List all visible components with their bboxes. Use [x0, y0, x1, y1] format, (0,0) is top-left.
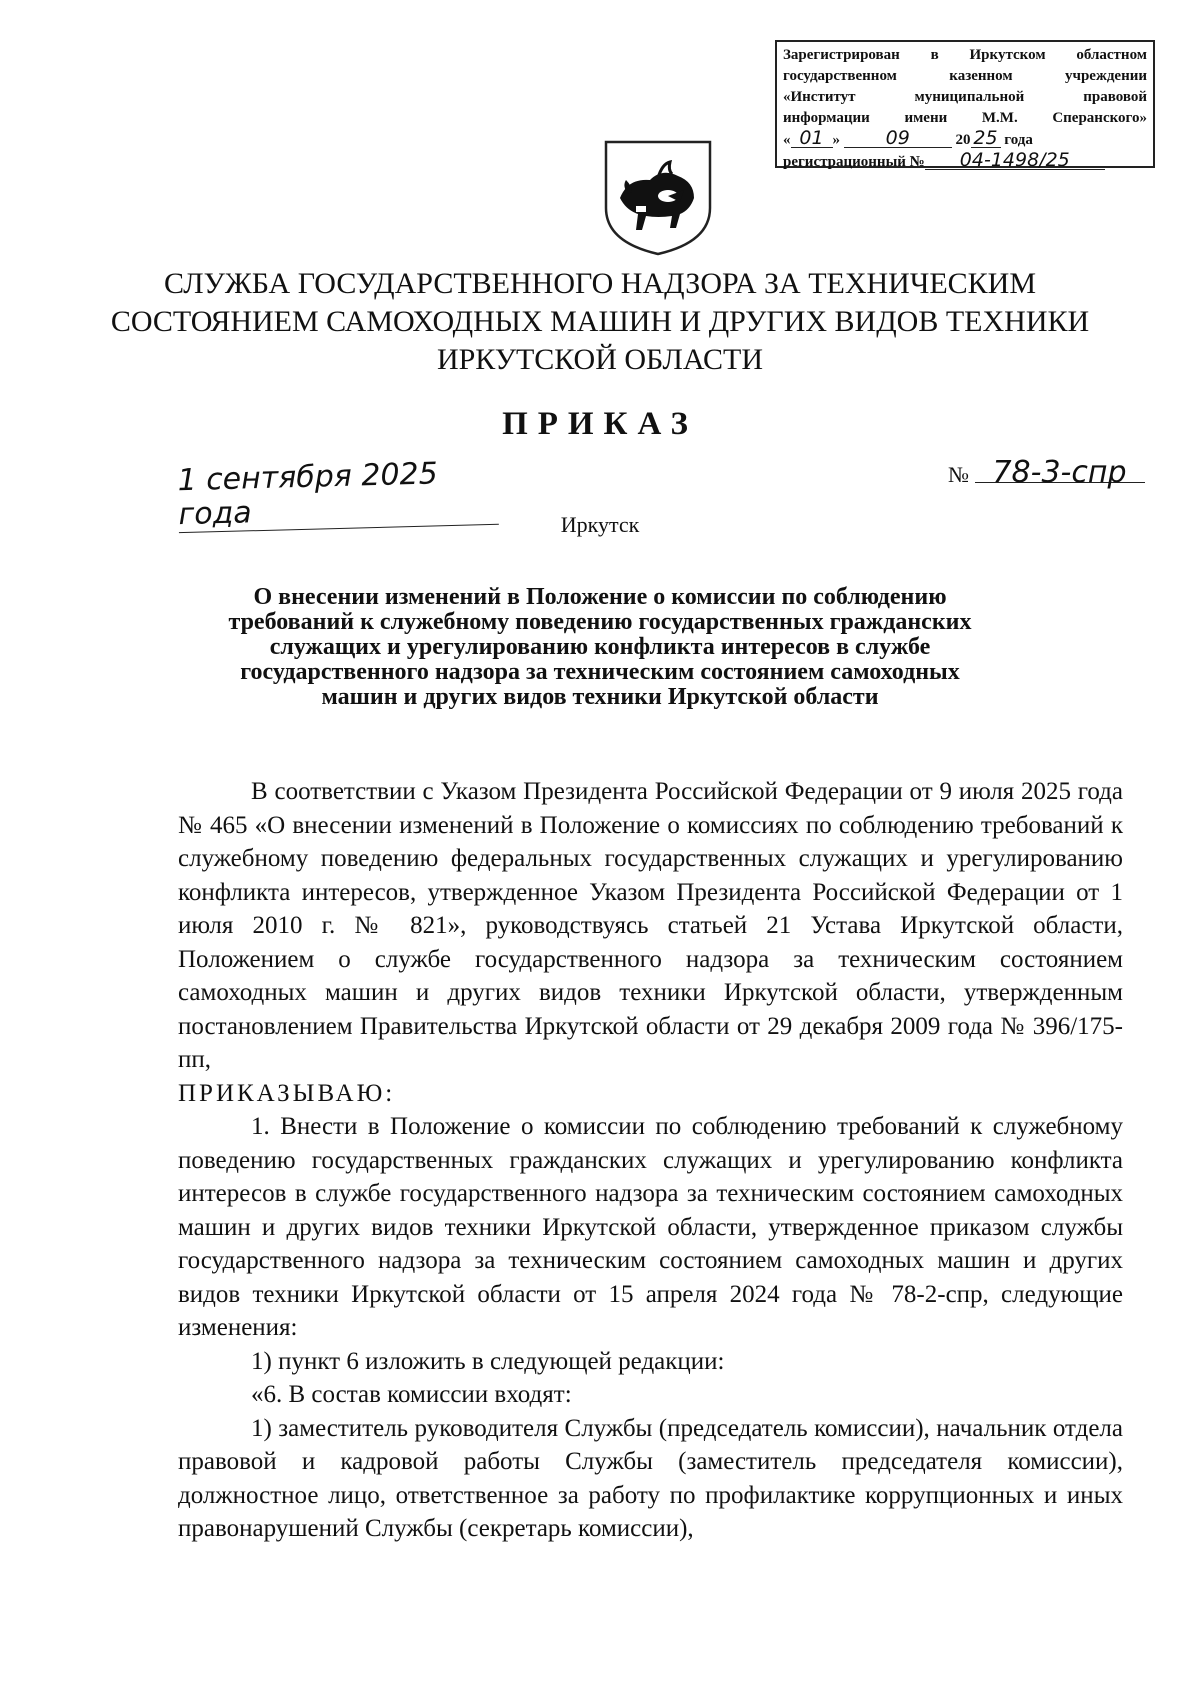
agency-name: [100, 265, 1100, 379]
agency-line-3: ИРКУТСКОЙ ОБЛАСТИ: [436, 343, 764, 376]
stamp-year-word: года: [1004, 132, 1033, 148]
preamble-paragraph: В соответствии с Указом Президента Российской Федерации от 9 июля 2025 года № 465 «О внесении изменений в Положение о комиссиях по соблюдению требований к служебному поведению федеральных государственных служащих и урегулированию конфликта интересов, утвержденное Указом Президента Российской Федерации от 1 июля 2010 г. № 821», руководствуясь статьей 21 Устава Иркутской области, Положением о службе государственного надзора за техническим состоянием самоходных машин и других видов техники Иркутской области, утвержденным постановлением Правительства Иркутской области от 29 декабря 2009 года № 396/175-пп,: [178, 778, 1123, 1073]
coat-of-arms-icon: [598, 138, 718, 258]
title-line-1: О внесении изменений в Положение о комиссии по соблюдению: [253, 584, 947, 610]
stamp-close-quote: »: [832, 132, 840, 148]
title-line-4: государственного надзора за техническим состоянием самоходных: [240, 659, 960, 685]
city-name: Иркутск: [560, 512, 640, 537]
registration-stamp: [775, 40, 1155, 171]
document-title: [200, 585, 1000, 710]
item-1-paragraph: 1. Внести в Положение о комиссии по соблюдению требований к служебному поведению государственных гражданских служащих и урегулированию конфликта интересов в службе государственного надзора за техническим состоянием самоходных машин и других видов техники Иркутской области, утвержденное приказом службы государственного надзора за техническим состоянием самоходных машин и других видов техники Иркутской области от 15 апреля 2024 года № 78-2-спр, следующие изменения:: [178, 1113, 1123, 1341]
agency-line-2: СОСТОЯНИЕМ САМОХОДНЫХ МАШИН И ДРУГИХ ВИДОВ ТЕХНИКИ: [110, 305, 1090, 338]
stamp-line-1: Зарегистрирован в Иркутском областном: [783, 47, 1147, 63]
title-line-3: служащих и урегулированию конфликта интересов в службе: [269, 634, 931, 660]
title-line-5: машин и других видов техники Иркутской области: [321, 684, 879, 710]
stamp-year-suffix: 25: [971, 129, 1001, 148]
document-body: [178, 775, 1123, 1546]
stamp-line-3: «Институт муниципальной правовой: [783, 89, 1147, 105]
order-number: [948, 455, 1145, 490]
stamp-open-quote: «: [783, 132, 791, 148]
stamp-line-2: государственном казенном учреждении: [783, 68, 1147, 84]
stamp-reg-number: 04-1498/25: [925, 151, 1105, 170]
agency-line-1: СЛУЖБА ГОСУДАРСТВЕННОГО НАДЗОРА ЗА ТЕХНИЧЕСКИМ: [163, 267, 1037, 300]
stamp-year-prefix: 20: [955, 132, 971, 148]
stamp-date-row: [783, 129, 1147, 151]
document-type-heading: ПРИКАЗ: [502, 406, 698, 442]
stamp-reg-row: [783, 151, 1147, 173]
quoted-item-1-paragraph: 1) заместитель руководителя Службы (председатель комиссии), начальник отдела правовой и кадровой работы Службы (заместитель председателя комиссии), должностное лицо, ответственное за работу по профилактике коррупционных и иных правонарушений Службы (секретарь комиссии),: [178, 1414, 1123, 1542]
order-number-label: №: [948, 462, 969, 487]
stamp-day: 01: [791, 129, 833, 148]
stamp-reg-label: регистрационный №: [783, 154, 925, 170]
quoted-point-6-paragraph: «6. В состав комиссии входят:: [251, 1381, 572, 1408]
stamp-month: 09: [844, 129, 952, 148]
order-number-value: 78-3-спр: [975, 464, 1145, 483]
stamp-line-4: информации имени М.М. Сперанского»: [783, 110, 1147, 126]
sub-item-1-paragraph: 1) пункт 6 изложить в следующей редакции:: [251, 1347, 725, 1375]
order-date: 1 сентября 2025 года: [177, 456, 499, 533]
order-word: ПРИКАЗЫВАЮ:: [178, 1079, 396, 1107]
title-line-2: требований к служебному поведению государственных гражданских: [228, 609, 972, 635]
